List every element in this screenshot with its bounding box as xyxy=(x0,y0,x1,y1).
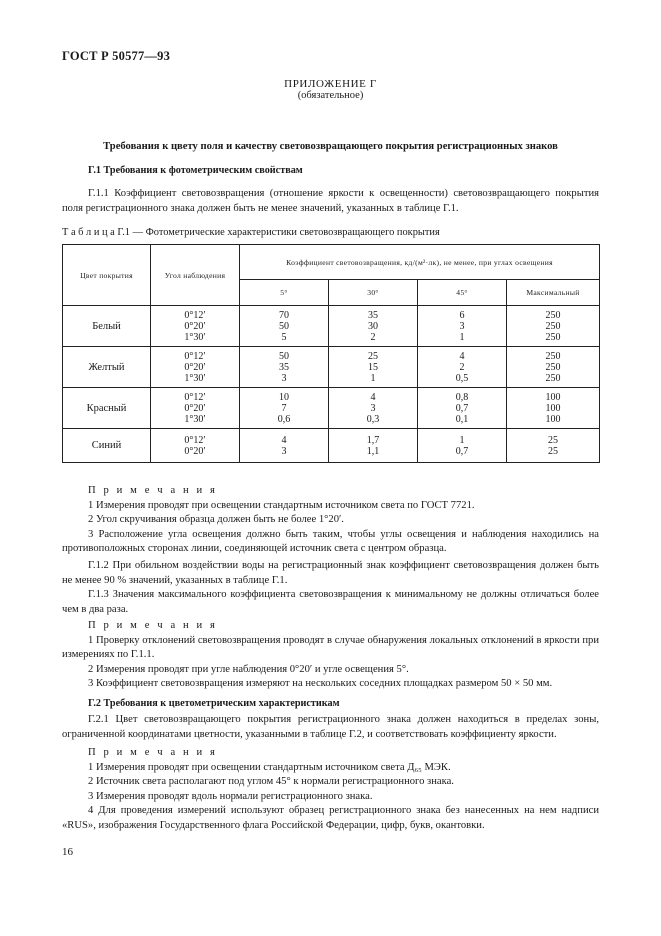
paragraphs-g-1-2-3 xyxy=(62,559,599,617)
paragraph-g-1-3: Г.1.3 Значения максимального коэффициента световозвращения к минимальному не должны отличаться более чем в два раза. xyxy=(62,589,599,615)
table-cell-angles: 0°12′ 0°20′ 1°30′ xyxy=(151,388,240,429)
table-cell-color: Белый xyxy=(63,306,151,347)
paragraph-g-2-1: Г.2.1 Цвет световозвращающего покрытия регистрационного знака должен находиться в пределах зоны, ограниченной координатами цветности, указанными в таблице Г.2, и соответствовать коэффициенту яркости. xyxy=(62,714,599,740)
header-color: Цвет покрытия xyxy=(63,245,151,306)
table-cell-vmax: 250 250 250 xyxy=(507,306,600,347)
appendix-title: ПРИЛОЖЕНИЕ Г xyxy=(284,78,377,90)
paragraph-g-1-2: Г.1.2 При обильном воздействии воды на регистрационный знак коэффициент световозвращения должен быть не менее 90 % значений, указанных в таблице Г.1. xyxy=(62,560,599,586)
table-cell-v45: 0,8 0,7 0,1 xyxy=(418,388,507,429)
table-cell-angles: 0°12′ 0°20′ 1°30′ xyxy=(151,306,240,347)
table-caption-prefix: Т а б л и ц а xyxy=(62,227,115,238)
notes-3-item: 4 Для проведения измерений используют образец регистрационного знака без нанесенных на нем надписи «RUS», изображения Государственного флага Российской Федерации, цифр, букв, окантовки. xyxy=(62,805,599,831)
table-cell-angles: 0°12′ 0°20′ 1°30′ xyxy=(151,347,240,388)
notes-1-item: 2 Угол скручивания образца должен быть не более 1°20′. xyxy=(88,514,344,525)
table-cell-v5: 70 50 5 xyxy=(240,306,329,347)
paragraph-g-1-1: Г.1.1 Коэффициент световозвращения (отношение яркости к освещенности) световозвращающего покрытия поля регистрационного знака должен быть не менее значений, указанных в таблице Г.1. xyxy=(62,188,599,214)
table-cell-v30: 35 30 2 xyxy=(329,306,418,347)
header-5deg: 5° xyxy=(240,280,329,306)
header-30deg: 30° xyxy=(329,280,418,306)
notes-2 xyxy=(62,619,599,692)
notes-3 xyxy=(62,746,599,833)
header-angle: Угол наблюдения xyxy=(151,245,240,306)
notes-3-title: П р и м е ч а н и я xyxy=(88,747,218,758)
notes-3-item: 1 Измерения проводят при освещении стандартным источником света Д₆₅ МЭК. xyxy=(88,761,451,773)
table-cell-color: Синий xyxy=(63,429,151,463)
table-cell-v45: 6 3 1 xyxy=(418,306,507,347)
notes-2-title: П р и м е ч а н и я xyxy=(88,620,218,631)
table-cell-v5: 50 35 3 xyxy=(240,347,329,388)
table-row xyxy=(63,347,600,388)
notes-2-item: 3 Коэффициент световозвращения измеряют на нескольких соседних площадках размером 50 × 50 мм. xyxy=(88,678,553,689)
appendix-subtitle: (обязательное) xyxy=(297,90,364,101)
table-cell-vmax: 25 25 xyxy=(507,429,600,463)
table-caption-text: Г.1 — Фотометрические характеристики световозвращающего покрытия xyxy=(117,227,440,238)
section-2-heading: Г.2 Требования к цветометрическим характеристикам xyxy=(88,698,340,709)
header-max: Максимальный xyxy=(507,280,600,306)
table-caption xyxy=(62,227,440,238)
notes-1-title: П р и м е ч а н и я xyxy=(88,485,218,496)
table-cell-color: Желтый xyxy=(63,347,151,388)
notes-3-item: 3 Измерения проводят вдоль нормали регистрационного знака. xyxy=(88,790,373,802)
table-cell-v30: 1,7 1,1 xyxy=(329,429,418,463)
table-row xyxy=(63,429,600,463)
table-cell-v30: 25 15 1 xyxy=(329,347,418,388)
notes-1-item: 1 Измерения проводят при освещении стандартным источником света по ГОСТ 7721. xyxy=(88,499,475,511)
table-cell-v5: 4 3 xyxy=(240,429,329,463)
section-1-heading: Г.1 Требования к фотометрическим свойствам xyxy=(88,165,303,176)
table-cell-v30: 4 3 0,3 xyxy=(329,388,418,429)
table-row xyxy=(63,388,600,429)
notes-1-item: 3 Расположение угла освещения должно быть таким, чтобы углы освещения и наблюдения находились на противоположных сторонах линии, соединяющей источник света с центром образца. xyxy=(62,528,599,554)
table-row xyxy=(63,306,600,347)
notes-2-item: 1 Проверку отклонений световозвращения проводят в случае обнаружения локальных отклонений в яркости при измерениях по Г.1.1. xyxy=(62,634,599,660)
notes-2-item: 2 Измерения проводят при угле наблюдения 0°20′ и угле освещения 5°. xyxy=(88,663,409,675)
photometric-table xyxy=(62,244,600,463)
table-cell-v5: 10 7 0,6 xyxy=(240,388,329,429)
main-heading: Требования к цвету поля и качеству световозвращающего покрытия регистрационных знаков xyxy=(103,141,558,152)
table-cell-color: Красный xyxy=(63,388,151,429)
page-number: 16 xyxy=(62,846,73,858)
table-cell-vmax: 100 100 100 xyxy=(507,388,600,429)
header-45deg: 45° xyxy=(418,280,507,306)
table-cell-vmax: 250 250 250 xyxy=(507,347,600,388)
table-cell-angles: 0°12′ 0°20′ xyxy=(151,429,240,463)
notes-1 xyxy=(62,484,599,557)
header-coefficient: Коэффициент световозвращения, кд/(м²·лк), не менее, при углах освещения xyxy=(240,245,600,280)
notes-3-item: 2 Источник света располагают под углом 45° к нормали регистрационного знака. xyxy=(88,776,454,787)
table-cell-v45: 4 2 0,5 xyxy=(418,347,507,388)
table-cell-v45: 1 0,7 xyxy=(418,429,507,463)
document-code: ГОСТ Р 50577—93 xyxy=(62,49,171,63)
